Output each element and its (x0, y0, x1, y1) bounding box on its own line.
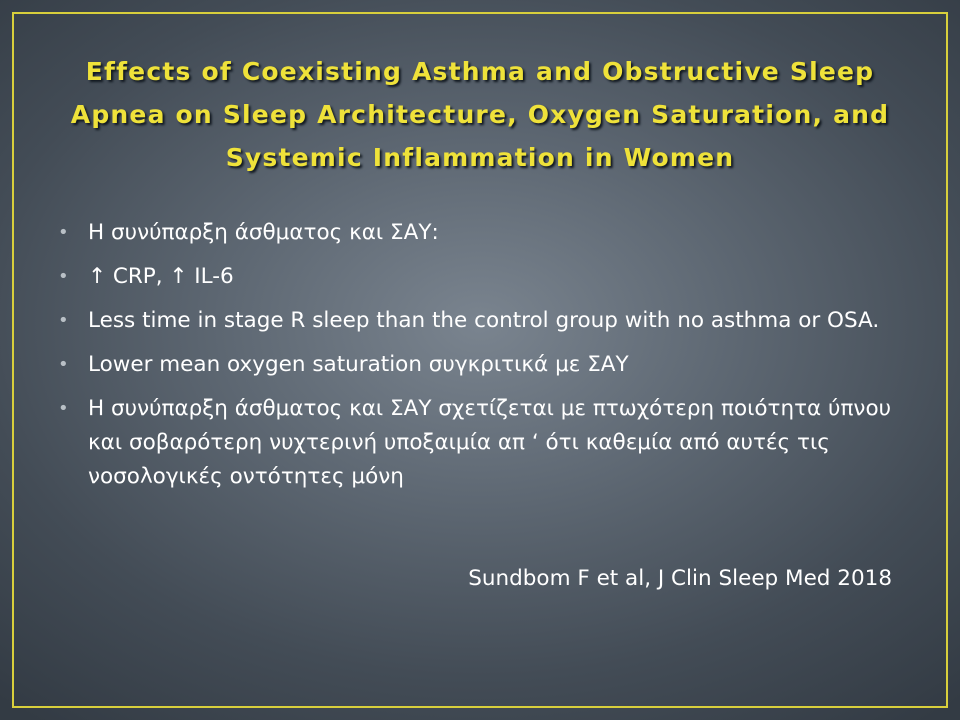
bullet-text: ↑ CRP, ↑ IL-6 (88, 264, 234, 289)
bullet-text: Η συνύπαρξη άσθματος και ΣΑΥ: (88, 220, 439, 245)
bullet-list (58, 216, 918, 504)
citation: Sundbom F et al, J Clin Sleep Med 2018 (468, 566, 892, 591)
bullet-dot-icon: • (58, 266, 69, 287)
bullet-dot-icon: • (58, 354, 69, 375)
bullet-item (58, 348, 918, 382)
bullet-text: Less time in stage R sleep than the control group with no asthma or OSA. (88, 308, 880, 333)
bullet-dot-icon: • (58, 222, 69, 243)
bullet-text: Lower mean oxygen saturation συγκριτικά με ΣΑΥ (88, 352, 629, 377)
bullet-dot-icon: • (58, 398, 69, 419)
bullet-item (58, 392, 918, 494)
bullet-item (58, 260, 918, 294)
bullet-dot-icon: • (58, 310, 69, 331)
bullet-text: Η συνύπαρξη άσθματος και ΣΑΥ σχετίζεται με πτωχότερη ποιότητα ύπνου και σοβαρότερη νυχτερινή υποξαιμία απ ‘ ότι καθεμία από αυτές τις νοσολογικές οντότητες μόνη (88, 396, 892, 489)
bullet-item (58, 304, 918, 338)
bullet-item (58, 216, 918, 250)
slide-title: Effects of Coexisting Asthma and Obstructive Sleep Apnea on Sleep Architecture, Oxygen Saturation, and Systemic Inflammation in Women (70, 57, 890, 172)
